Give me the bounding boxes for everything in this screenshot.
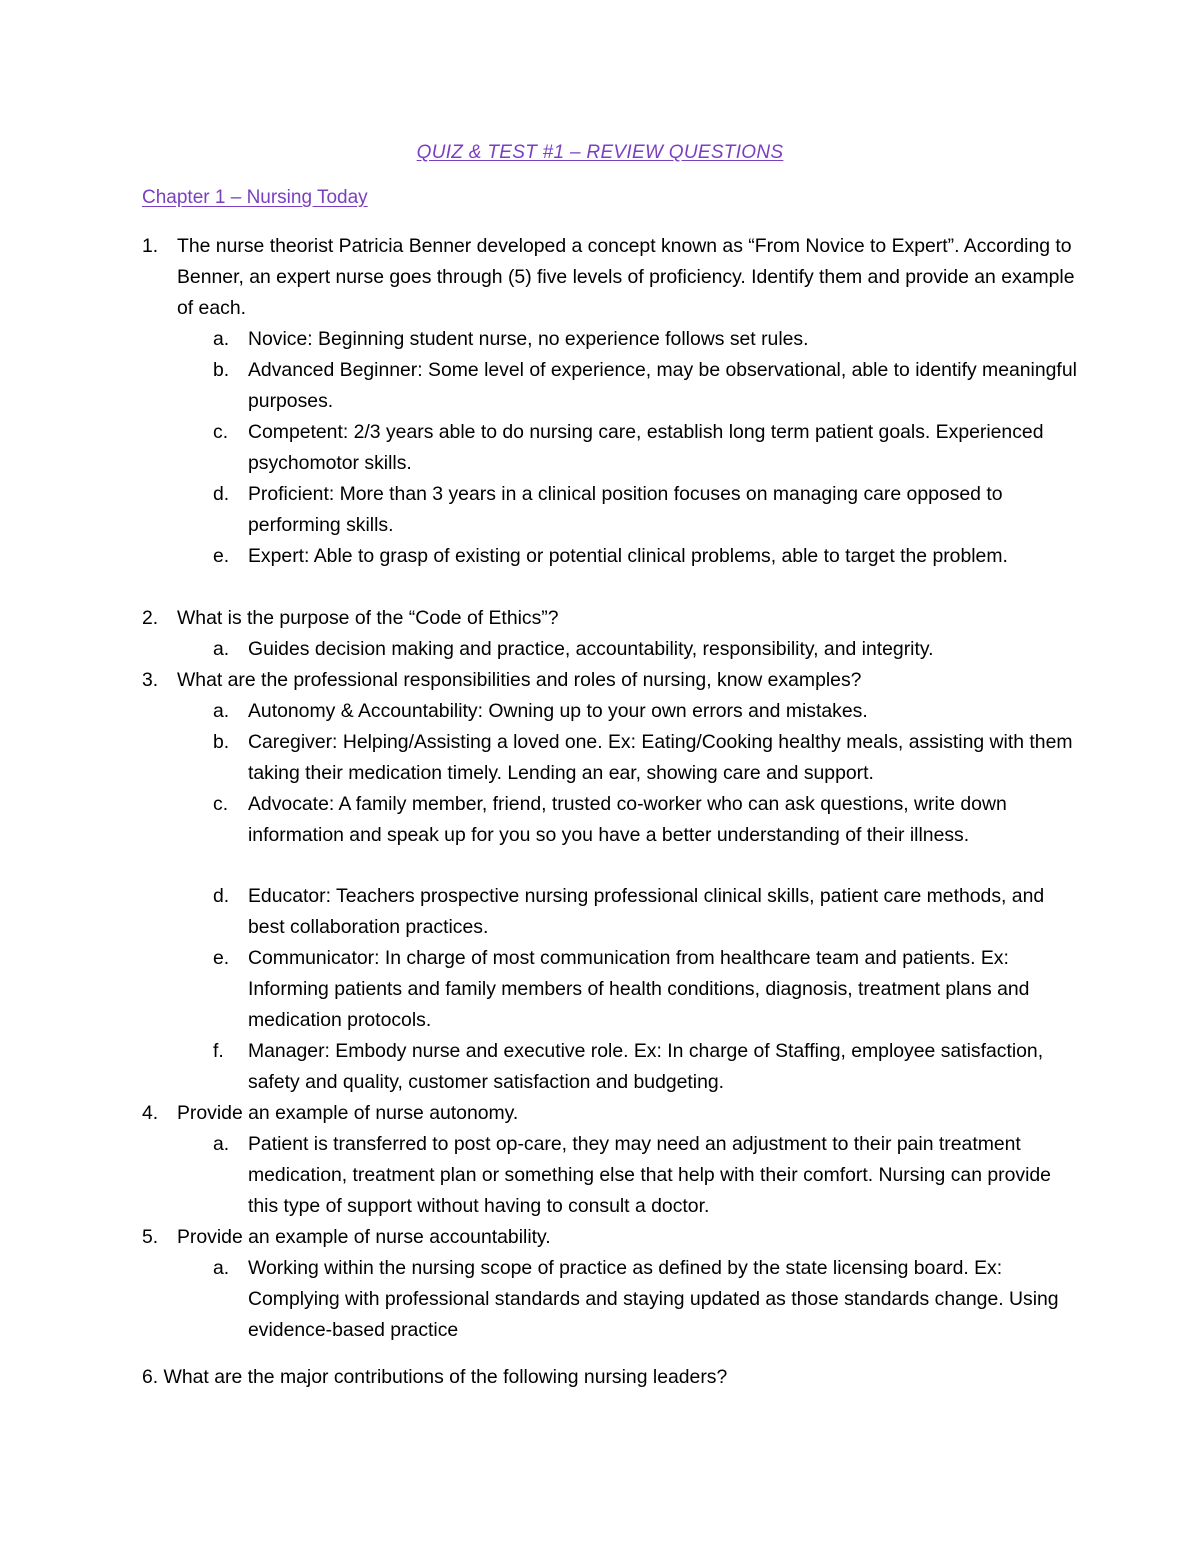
- answer-text: Communicator: In charge of most communication from healthcare team and patients. Ex: Informing patients and family members of health conditions, diagnosis, treatment plans and medication protocols.: [248, 947, 1030, 1031]
- answer-text: Competent: 2/3 years able to do nursing care, establish long term patient goals. Experienced psychomotor skills.: [248, 421, 1044, 474]
- chapter-heading: Chapter 1 – Nursing Today: [142, 187, 368, 208]
- answer-letter: d.: [213, 483, 230, 505]
- answer-text: Caregiver: Helping/Assisting a loved one. Ex: Eating/Cooking healthy meals, assisting with them taking their medication timely. Lending an ear, showing care and support.: [248, 731, 1073, 784]
- question-4: [142, 1098, 1082, 1129]
- answer-text: Patient is transferred to post op-care, they may need an adjustment to their pain treatment medication, treatment plan or something else that help with their comfort. Nursing can provide this type of support without having to consult a doctor.: [248, 1133, 1051, 1217]
- document-title: QUIZ & TEST #1 – REVIEW QUESTIONS: [416, 142, 784, 163]
- question-text: Provide an example of nurse accountability.: [177, 1226, 551, 1248]
- answer-4a: [213, 1129, 1083, 1222]
- answer-letter: f.: [213, 1040, 224, 1062]
- question-text: What are the professional responsibilities and roles of nursing, know examples?: [177, 669, 862, 691]
- answer-letter: a.: [213, 328, 230, 350]
- question-number: 4.: [142, 1102, 159, 1124]
- answer-letter: b.: [213, 731, 230, 753]
- question-5: [142, 1222, 1082, 1253]
- answer-letter: e.: [213, 545, 230, 567]
- answer-text: Educator: Teachers prospective nursing professional clinical skills, patient care methods, and best collaboration practices.: [248, 885, 1045, 938]
- answer-text: Autonomy & Accountability: Owning up to your own errors and mistakes.: [248, 700, 868, 722]
- question-text: The nurse theorist Patricia Benner developed a concept known as “From Novice to Expert”. According to Benner, an expert nurse goes through (5) five levels of proficiency. Identify them and provide an example of each.: [177, 235, 1075, 319]
- answer-1d: [213, 479, 1083, 541]
- answer-1a: [213, 324, 1083, 355]
- answer-3b: [213, 727, 1083, 789]
- question-number: 5.: [142, 1226, 159, 1248]
- answer-2a: [213, 634, 1083, 665]
- question-3: [142, 665, 1082, 696]
- question-text: Provide an example of nurse autonomy.: [177, 1102, 519, 1124]
- answer-letter: c.: [213, 793, 229, 815]
- answer-text: Advanced Beginner: Some level of experience, may be observational, able to identify meaningful purposes.: [248, 359, 1077, 412]
- answer-text: Advocate: A family member, friend, trusted co-worker who can ask questions, write down information and speak up for you so you have a better understanding of their illness.: [248, 793, 1007, 846]
- question-text: What is the purpose of the “Code of Ethics”?: [177, 607, 559, 629]
- answer-text: Guides decision making and practice, accountability, responsibility, and integrity.: [248, 638, 934, 660]
- answer-letter: d.: [213, 885, 230, 907]
- question-number: 1.: [142, 235, 159, 257]
- answer-3f: [213, 1036, 1083, 1098]
- answer-5a: [213, 1253, 1083, 1346]
- answer-letter: a.: [213, 1133, 230, 1155]
- answer-3c: [213, 789, 1083, 851]
- answer-letter: c.: [213, 421, 229, 443]
- answer-1b: [213, 355, 1083, 417]
- answer-text: Manager: Embody nurse and executive role. Ex: In charge of Staffing, employee satisfaction, safety and quality, customer satisfaction and budgeting.: [248, 1040, 1044, 1093]
- answer-text: Expert: Able to grasp of existing or potential clinical problems, able to target the problem.: [248, 545, 1008, 567]
- answer-1c: [213, 417, 1083, 479]
- question-number: 2.: [142, 607, 159, 629]
- answer-letter: a.: [213, 700, 230, 722]
- answer-text: Proficient: More than 3 years in a clinical position focuses on managing care opposed to performing skills.: [248, 483, 1003, 536]
- question-number: 3.: [142, 669, 159, 691]
- answer-letter: a.: [213, 1257, 230, 1279]
- question-6: 6. What are the major contributions of the following nursing leaders?: [142, 1366, 728, 1388]
- answer-text: Novice: Beginning student nurse, no experience follows set rules.: [248, 328, 809, 350]
- answer-letter: a.: [213, 638, 230, 660]
- question-2: [142, 603, 1082, 634]
- answer-letter: b.: [213, 359, 230, 381]
- answer-3e: [213, 943, 1083, 1036]
- answer-1e: [213, 541, 1083, 572]
- answer-3a: [213, 696, 1083, 727]
- answer-text: Working within the nursing scope of practice as defined by the state licensing board. Ex: Complying with professional standards and staying updated as those standards change. Using evidence-based practice: [248, 1257, 1059, 1341]
- question-1: [142, 231, 1082, 324]
- answer-3d: [213, 881, 1083, 943]
- answer-letter: e.: [213, 947, 230, 969]
